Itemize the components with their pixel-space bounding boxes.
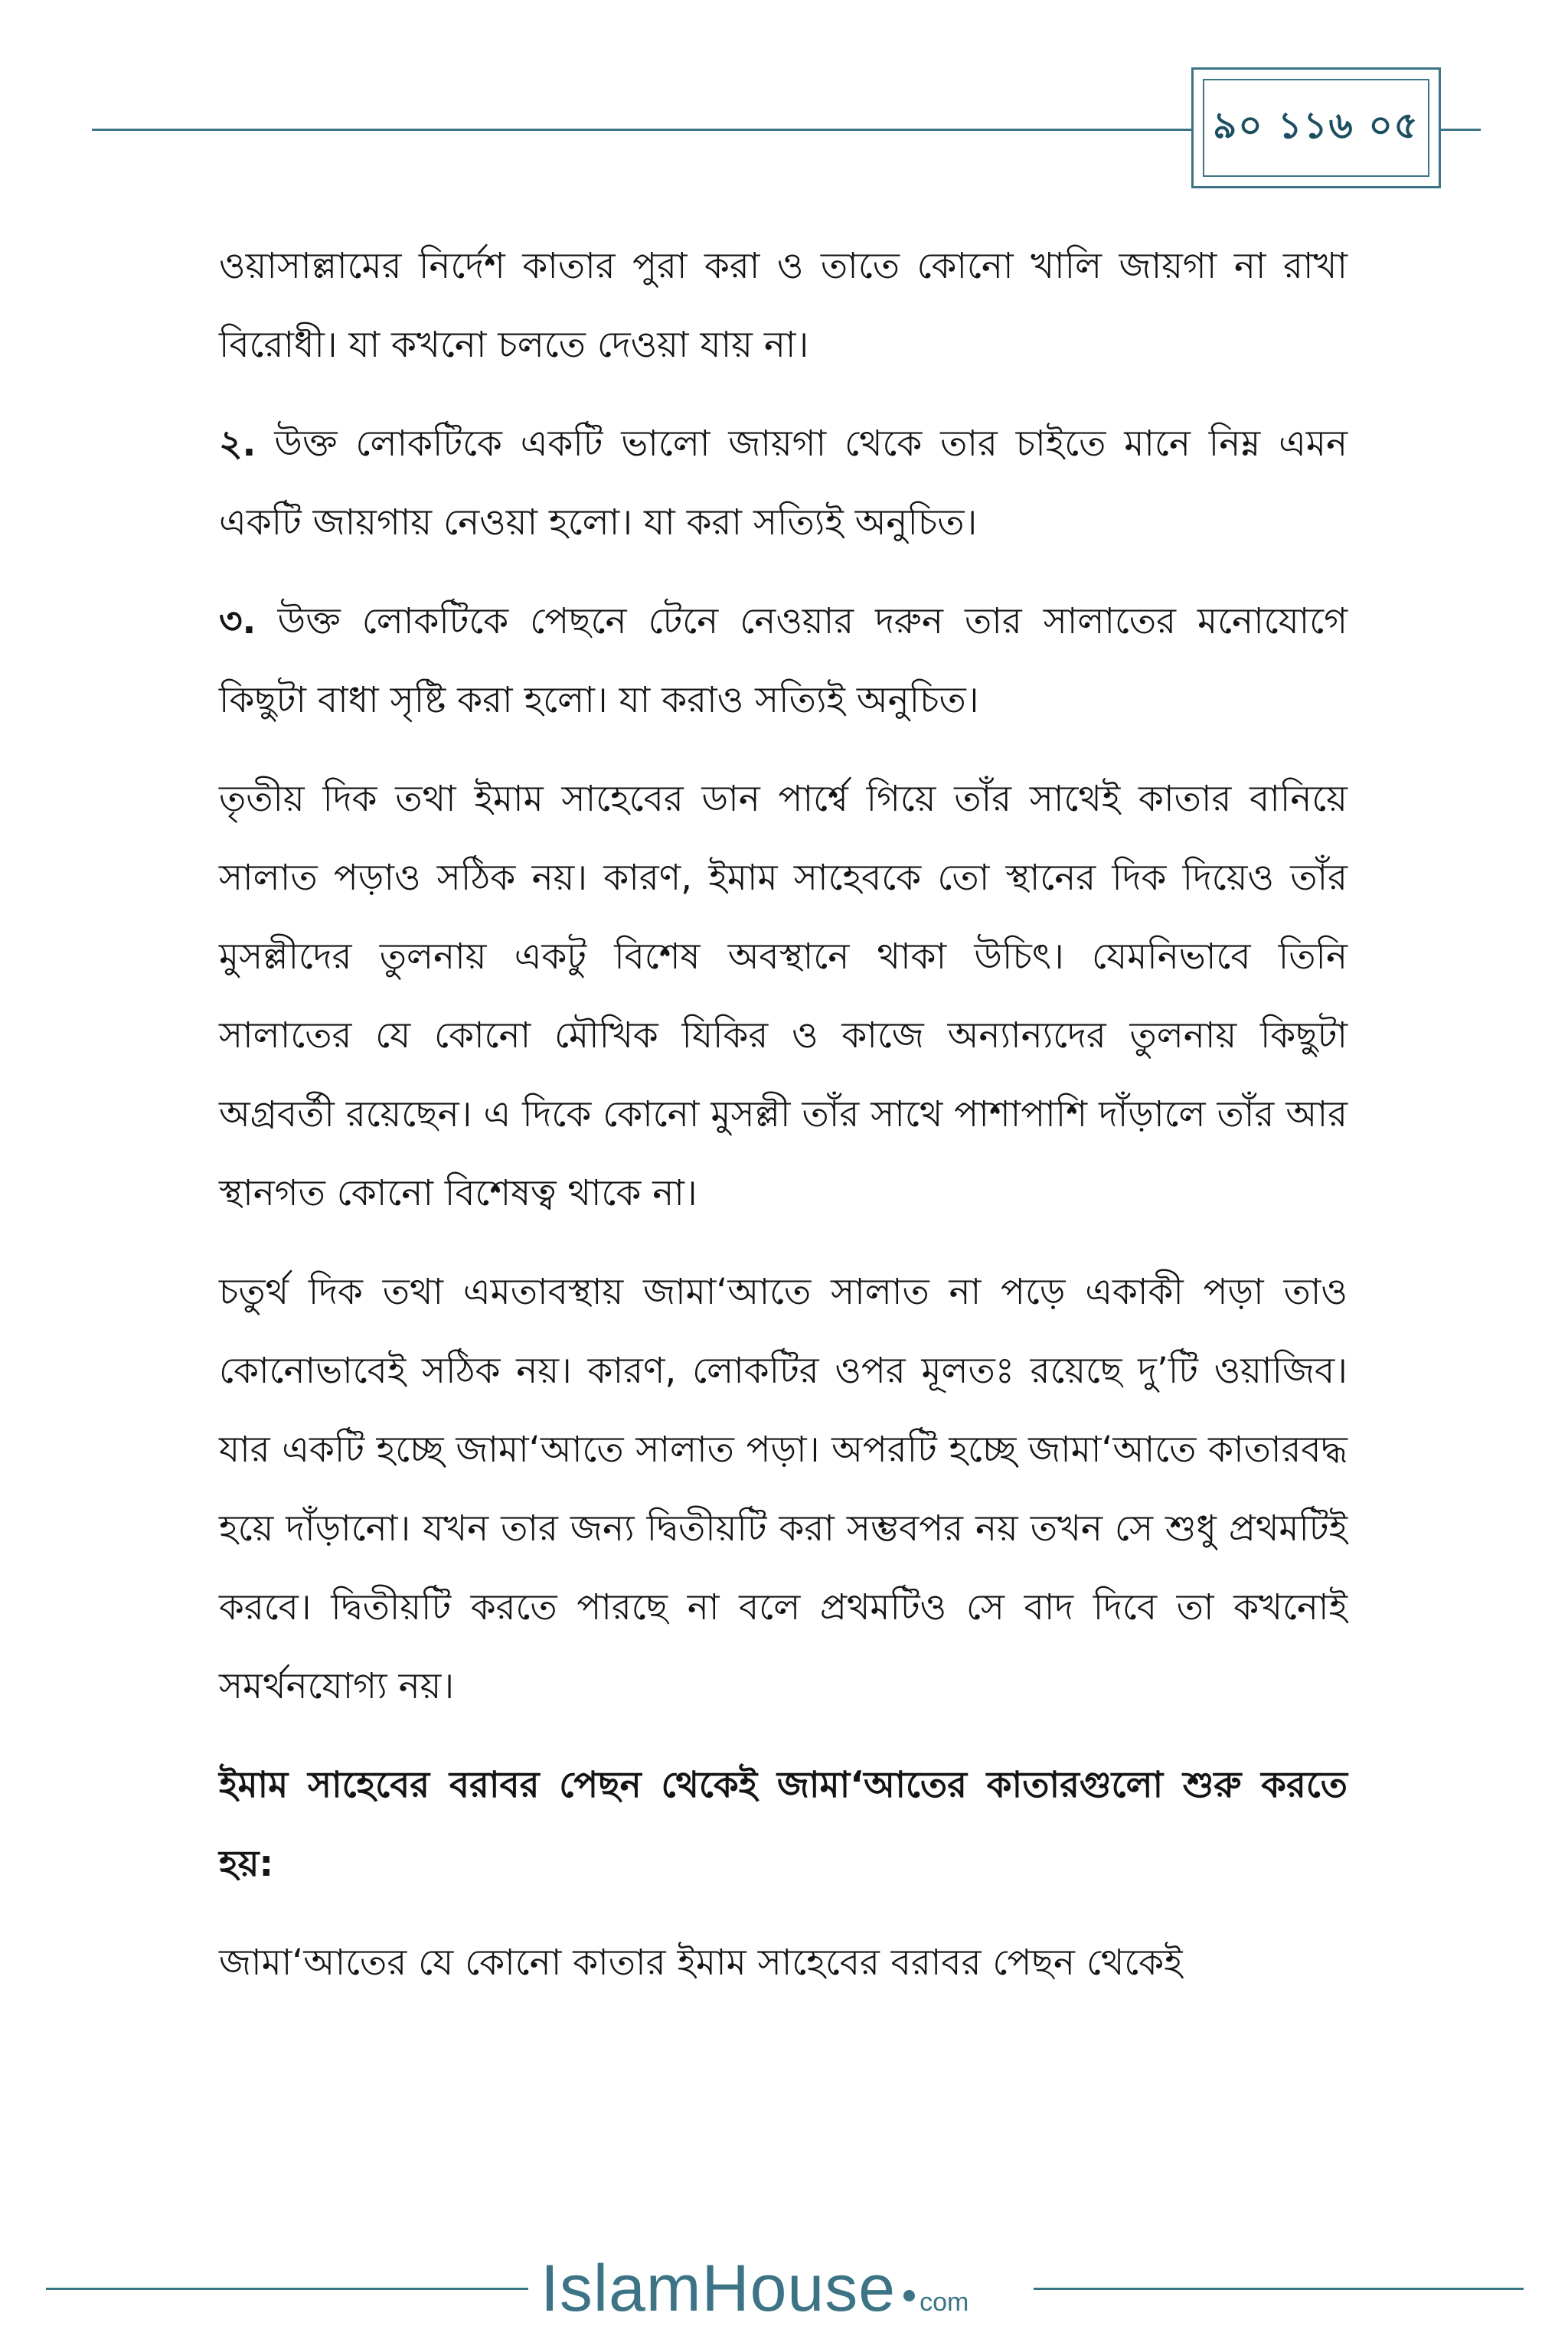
header-rule-left — [92, 129, 1194, 131]
paragraph-1: ওয়াসাল্লামের নির্দেশ কাতার পুরা করা ও তাতে কোনো খালি জায়গা না রাখা বিরোধী। যা কখনো চলতে দেওয়া যায় না। — [219, 245, 1348, 366]
paragraph-5: চতুর্থ দিক তথা এমতাবস্থায় জামা‘আতে সালাত না পড়ে একাকী পড়া তাও কোনোভাবেই সঠিক নয়। কারণ, লোকটির ওপর মূলতঃ রয়েছে দু’টি ওয়াজিব। যার একটি হচ্ছে জামা‘আতে সালাত পড়া। অপরটি হচ্ছে জামা‘আতে কাতারবদ্ধ হয়ে দাঁড়ানো। যখন তার জন্য দ্বিতীয়টি করা সম্ভবপর নয় তখন সে শুধু প্রথমটিই করবে। দ্বিতীয়টি করতে পারছে না বলে প্রথমটিও সে বাদ দিবে তা কখনোই সমর্থনযোগ্য নয়। — [219, 1271, 1348, 1707]
paragraph-4: তৃতীয় দিক তথা ইমাম সাহেবের ডান পার্শ্বে গিয়ে তাঁর সাথেই কাতার বানিয়ে সালাত পড়াও সঠিক নয়। কারণ, ইমাম সাহেবকে তো স্থানের দিক দিয়েও তাঁর মুসল্লীদের তুলনায় একটু বিশেষ অবস্থানে থাকা উচিৎ। যেমনিভাবে তিনি সালাতের যে কোনো মৌখিক যিকির ও কাজে অন্যান্যদের তুলনায় কিছুটা অগ্রবর্তী রয়েছেন। এ দিকে কোনো মুসল্লী তাঁর সাথে পাশাপাশি দাঁড়ালে তাঁর আর স্থানগত কোনো বিশেষত্ব থাকে না। — [219, 778, 1348, 1214]
paragraph-2-text: উক্ত লোকটিকে একটি ভালো জায়গা থেকে তার চাইতে মানে নিম্ন এমন একটি জায়গায় নেওয়া হলো। যা করা সত্যিই অনুচিত। — [219, 423, 1348, 544]
list-number-3: ৩. — [219, 600, 256, 642]
page-content — [219, 227, 1348, 2022]
header-rule-right — [1439, 129, 1481, 131]
islamhouse-logo — [541, 2251, 969, 2328]
footer-rule-left — [46, 2288, 528, 2290]
section-heading: ইমাম সাহেবের বরাবর পেছন থেকেই জামা‘আতের কাতারগুলো শুরু করতে হয়: — [219, 1764, 1348, 1885]
page-number-box — [1191, 67, 1441, 188]
logo-name: IslamHouse — [541, 2252, 897, 2325]
footer-rule-right — [1034, 2288, 1524, 2290]
paragraph-2 — [219, 404, 1348, 562]
logo-tld: com — [920, 2288, 969, 2317]
paragraph-3 — [219, 582, 1348, 740]
list-number-2: ২. — [219, 423, 256, 465]
paragraph-3-text: উক্ত লোকটিকে পেছনে টেনে নেওয়ার দরুন তার সালাতের মনোযোগে কিছুটা বাধা সৃষ্টি করা হলো। যা করাও সত্যিই অনুচিত। — [219, 600, 1348, 721]
paragraph-6: জামা‘আতের যে কোনো কাতার ইমাম সাহেবের বরাবর পেছন থেকেই — [219, 1942, 1183, 1984]
page-number: ৯০ ১১৬ ০৫ — [1203, 79, 1429, 177]
logo-dot-icon — [903, 2290, 915, 2301]
